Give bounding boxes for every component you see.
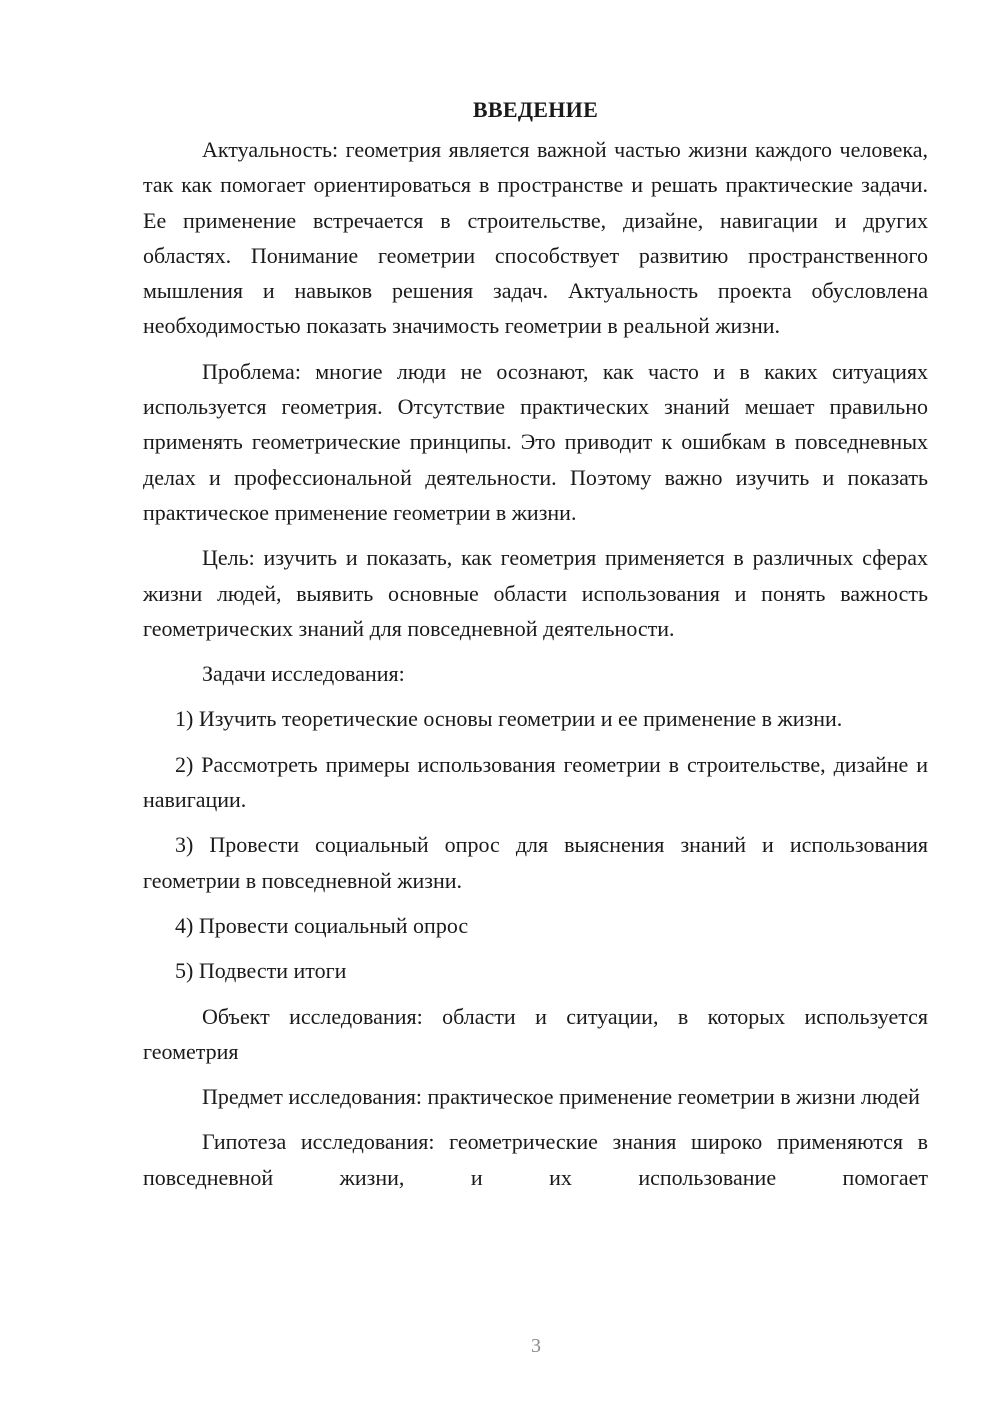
paragraph-relevance: Актуальность: геометрия является важной частью жизни каждого человека, так как помогает ориентироваться в пространстве и решать практические задачи. Ее применение встречается в строительстве, дизайне, навигации и других областях. Понимание геометрии способствует развитию пространственного мышления и навыков решения задач. Актуальность проекта обусловлена необходимостью показать значимость геометрии в реальной жизни.	[143, 137, 928, 339]
task-item-3: 3) Провести социальный опрос для выяснения знаний и использования геометрии в повседневной жизни.	[143, 832, 928, 893]
paragraph-object: Объект исследования: области и ситуации, в которых используется геометрия	[143, 1003, 928, 1064]
task-item-4: 4) Провести социальный опрос	[175, 912, 469, 938]
paragraph-hypothesis: Гипотеза исследования: геометрические знания широко применяются в повседневной жизни, и их использование помогает	[143, 1129, 928, 1190]
page-content	[143, 92, 928, 1195]
task-item-5: 5) Подвести итоги	[175, 958, 347, 984]
page-number: 3	[531, 1335, 541, 1357]
paragraph-subject: Предмет исследования: практическое применение геометрии в жизни людей	[202, 1084, 920, 1110]
paragraph-problem: Проблема: многие люди не осознают, как часто и в каких ситуациях используется геометрия. Отсутствие практических знаний мешает правильно применять геометрические принципы. Это приводит к ошибкам в повседневных делах и профессиональной деятельности. Поэтому важно изучить и показать практическое применение геометрии в жизни.	[143, 358, 928, 525]
task-item-2: 2) Рассмотреть примеры использования геометрии в строительстве, дизайне и навигации.	[143, 751, 928, 813]
paragraph-tasks-heading: Задачи исследования:	[202, 661, 405, 687]
task-item-1: 1) Изучить теоретические основы геометрии и ее применение в жизни.	[175, 706, 843, 732]
paragraph-goal: Цель: изучить и показать, как геометрия применяется в различных сферах жизни людей, выявить основные области использования и понять важность геометрических знаний для повседневной деятельности.	[143, 545, 928, 641]
section-title: ВВЕДЕНИЕ	[472, 97, 599, 122]
